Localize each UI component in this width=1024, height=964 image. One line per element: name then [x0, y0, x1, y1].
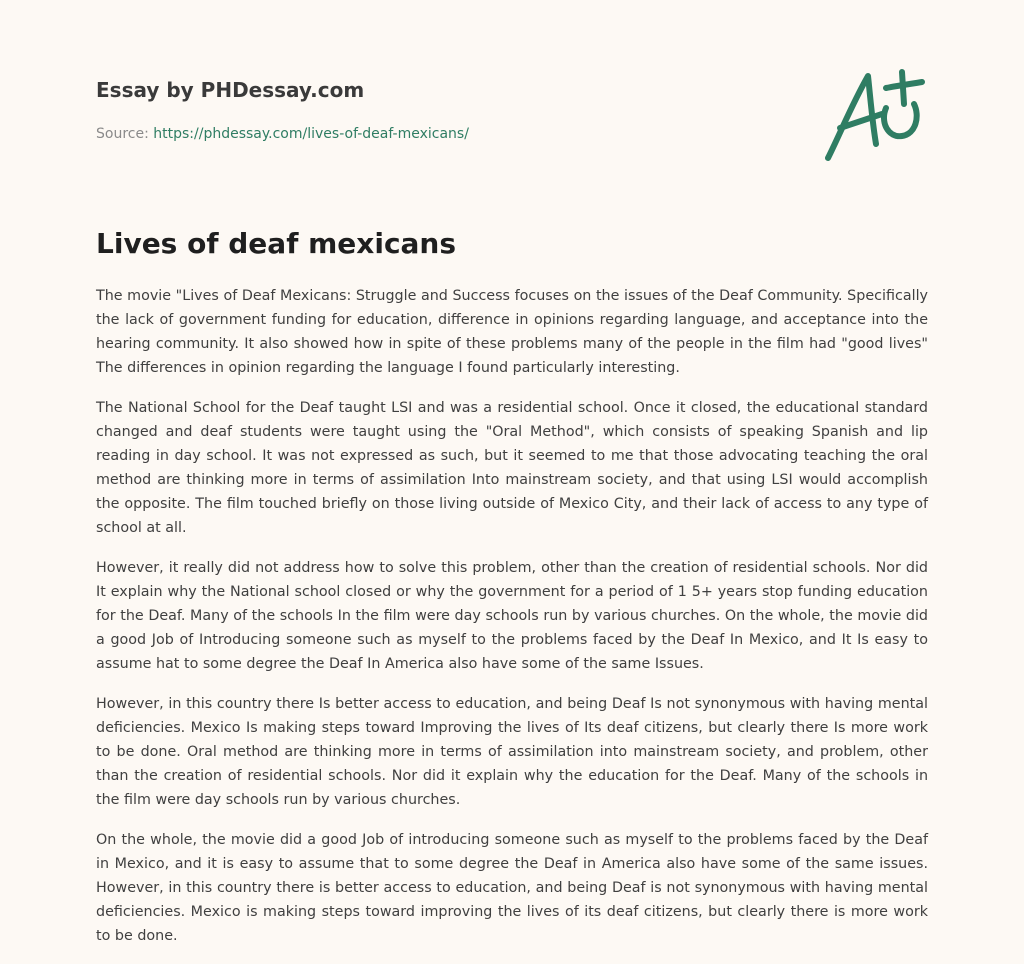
- essay-body: [96, 284, 928, 964]
- essay-paragraph: The National School for the Deaf taught LSI and was a residential school. Once it closed, the educational standard changed and deaf students were taught using the "Oral Method", which consists of speaking Spanish and lip reading in day school. It was not expressed as such, but it seemed to me that those advocating teaching the oral method are thinking more in terms of assimilation Into mainstream society, and that using LSI would accomplish the opposite. The film touched briefly on those living outside of Mexico City, and their lack of access to any type of school at all.: [96, 400, 928, 536]
- source-line: [96, 124, 796, 144]
- essay-paragraph: The movie "Lives of Deaf Mexicans: Struggle and Success focuses on the issues of the Deaf Community. Specifically the lack of government funding for education, difference in opinions regarding language, and acceptance into the hearing community. It also showed how in spite of these problems many of the people in the film had "good lives" The differences in opinion regarding the language I found particularly interesting.: [96, 288, 928, 376]
- source-label: Source:: [96, 126, 149, 142]
- essay-paragraph: However, in this country there Is better access to education, and being Deaf Is not synonymous with having mental deficiencies. Mexico Is making steps toward Improving the lives of Its deaf citizens, but clearly there Is more work to be done. Oral method are thinking more in terms of assimilation into mainstream society, and problem, other than the creation of residential schools. Nor did it explain why the education for the Deaf. Many of the schools in the film were day schools run by various churches.: [96, 696, 928, 808]
- essay-title: Lives of deaf mexicans: [96, 227, 457, 260]
- source-link[interactable]: https://phdessay.com/lives-of-deaf-mexicans/: [153, 126, 469, 142]
- essay-paragraph: However, it really did not address how to solve this problem, other than the creation of residential schools. Nor did It explain why the National school closed or why the government for a period of 1 5+ years stop funding education for the Deaf. Many of the schools In the film were day schools run by various churches. On the whole, the movie did a good Job of Introducing someone such as myself to the problems faced by the Deaf In Mexico, and It Is easy to assume hat to some degree the Deaf In America also have some of the same Issues.: [96, 560, 928, 672]
- document-header: [96, 76, 796, 144]
- a-plus-grade-icon: [818, 64, 930, 168]
- brand-title: Essay by PHDessay.com: [96, 78, 365, 102]
- essay-paragraph: On the whole, the movie did a good Job of introducing someone such as myself to the problems faced by the Deaf in Mexico, and it is easy to assume that to some degree the Deaf in America also have some of the same issues. However, in this country there is better access to education, and being Deaf is not synonymous with having mental deficiencies. Mexico is making steps toward improving the lives of its deaf citizens, but clearly there is more work to be done.: [96, 832, 928, 944]
